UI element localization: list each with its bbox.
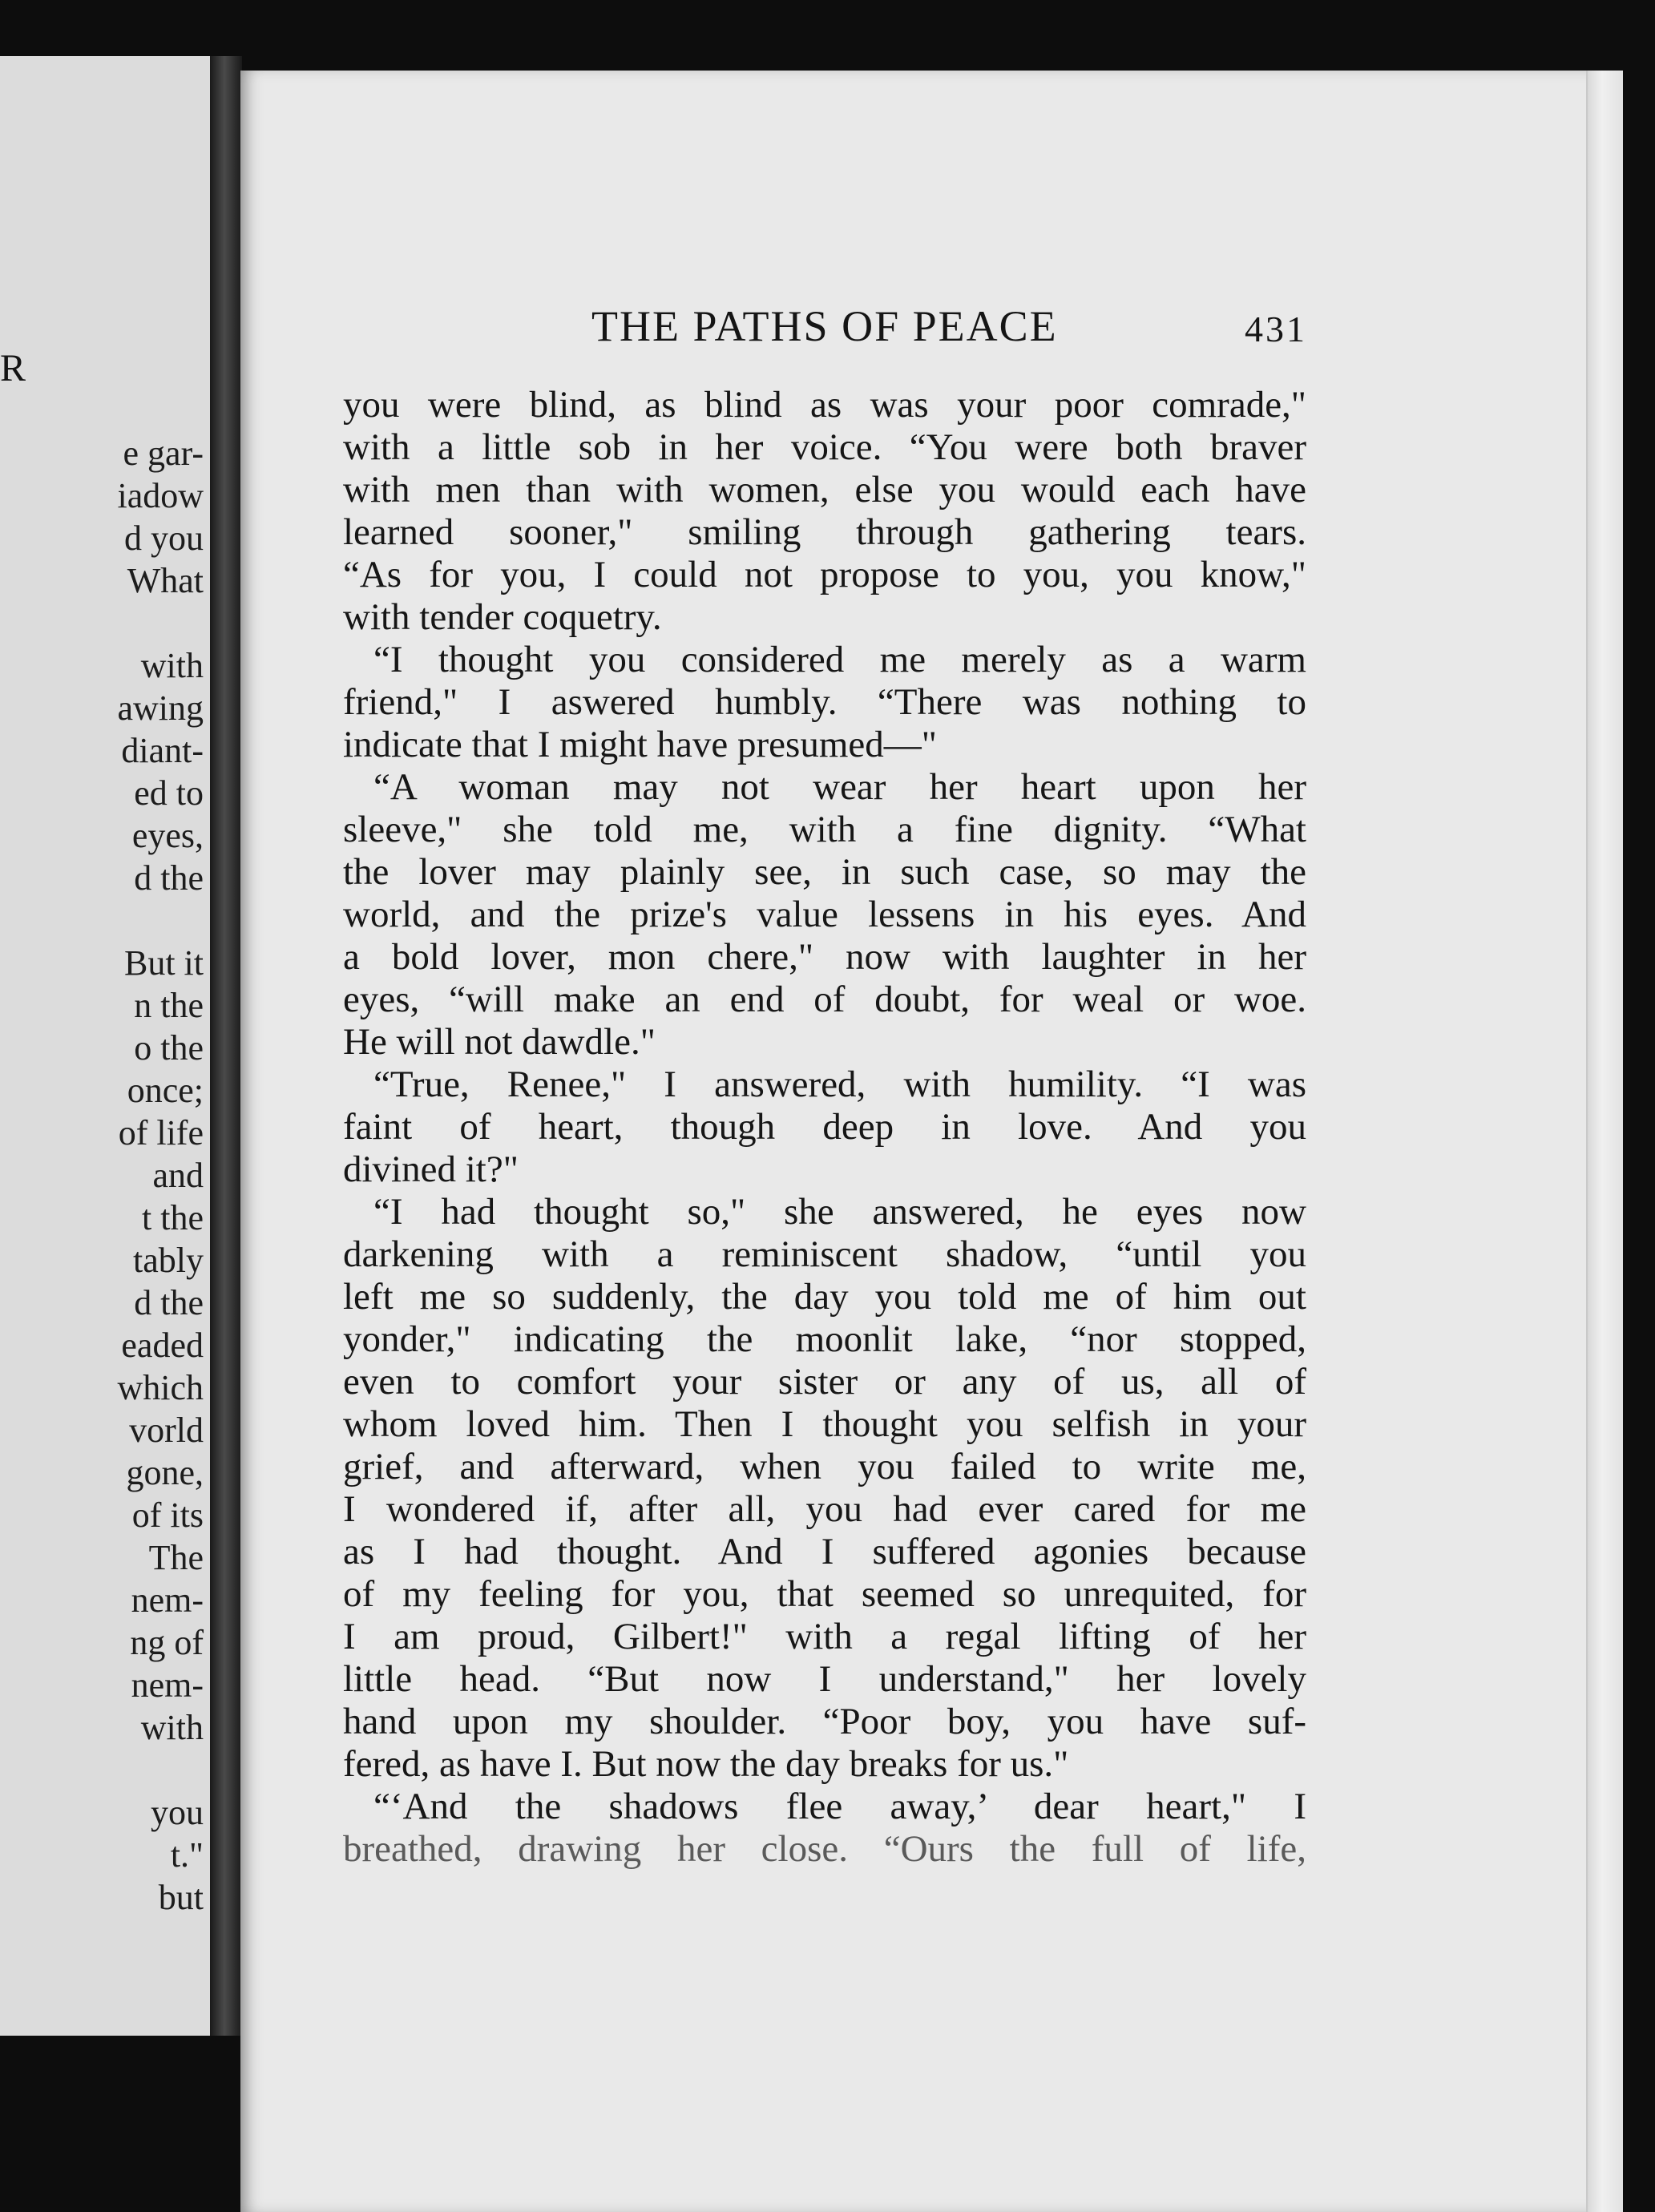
left-page-line: you [151,1793,204,1832]
left-page-line: What [127,561,204,600]
text-line: “A woman may not wear her heart upon her [373,766,1306,808]
right-page [240,71,1623,2212]
left-page-line: of its [131,1496,204,1535]
text-line: learned sooner," smiling through gathering tears. [343,511,1306,553]
text-line: even to comfort your sister or any of us, all of [343,1361,1306,1403]
text-line: the lover may plainly see, in such case, so may the [343,851,1306,893]
left-page-line: ed to [134,773,204,813]
left-page-line: d the [134,858,204,898]
text-line: breathed, drawing her close. “Ours the full of life, [343,1828,1306,1870]
left-page-line: nem- [131,1580,204,1620]
left-page-line: once; [127,1071,204,1110]
page-edge [1586,71,1623,2212]
text-line: a bold lover, mon chere," now with laughter in her [343,936,1306,978]
text-line: of my feeling for you, that seemed so unrequited, for [343,1573,1306,1615]
text-line: I wondered if, after all, you had ever cared for me [343,1488,1306,1530]
left-page-line: iadow [117,476,204,515]
text-line: faint of heart, though deep in love. And you [343,1106,1306,1148]
left-page-line: But it [123,943,204,983]
left-page-line: vorld [129,1411,204,1450]
left-page-line: but [158,1878,204,1917]
left-page-line: eaded [121,1326,204,1365]
text-line: darkening with a reminiscent shadow, “until you [343,1233,1306,1275]
text-line: world, and the prize's value lessens in his eyes. And [343,894,1306,935]
left-page-line: and [152,1156,204,1195]
text-line: sleeve," she told me, with a fine dignity. “What [343,809,1306,850]
left-page-line: of life [118,1113,204,1152]
running-head: THE PATHS OF PEACE [591,302,1058,350]
text-line: you were blind, as blind as was your poor comrade," [343,384,1306,426]
text-line: grief, and afterward, when you failed to write me, [343,1446,1306,1487]
book-gutter [210,56,242,2036]
text-line: with tender coquetry. [343,596,662,638]
page-number: 431 [1245,309,1307,349]
left-page-line: The [148,1538,204,1577]
text-line: with a little sob in her voice. “You were both braver [343,426,1306,468]
left-page-line: t the [142,1198,204,1237]
left-page-line: nem- [131,1665,204,1705]
left-page-line: o the [134,1028,204,1068]
text-line: indicate that I might have presumed—" [343,724,937,765]
text-line: with men than with women, else you would each have [343,469,1306,511]
text-line: fered, as have I. But now the day breaks for us." [343,1743,1069,1785]
left-facing-page [0,56,215,2036]
left-page-line: t." [170,1835,204,1875]
left-page-line: diant- [121,731,204,770]
left-page-running-head-fragment: R [0,347,26,390]
left-page-line: with [140,646,204,685]
text-line: “‘And the shadows flee away,’ dear heart," I [373,1786,1306,1827]
left-page-line: d you [124,519,204,558]
text-line: “True, Renee," I answered, with humility. “I was [373,1064,1306,1105]
text-line: “I had thought so," she answered, he eyes now [373,1191,1306,1233]
left-page-line: e gar- [123,434,204,473]
text-line: hand upon my shoulder. “Poor boy, you have suf- [343,1701,1306,1742]
left-page-line: tably [133,1241,204,1280]
text-line: friend," I aswered humbly. “There was nothing to [343,681,1306,723]
left-page-line: d the [134,1283,204,1322]
text-line: as I had thought. And I suffered agonies because [343,1531,1306,1572]
left-page-line: gone, [126,1453,204,1492]
left-page-line: eyes, [131,816,204,855]
text-line: He will not dawdle." [343,1021,656,1063]
left-page-line: awing [117,688,204,728]
text-line: whom loved him. Then I thought you selfish in your [343,1403,1306,1445]
text-line: little head. “But now I understand," her lovely [343,1658,1306,1700]
text-line: yonder," indicating the moonlit lake, “nor stopped, [343,1318,1306,1360]
text-line: divined it?" [343,1148,519,1190]
left-page-line: with [140,1708,204,1747]
left-page-line: which [117,1368,204,1407]
text-line: eyes, “will make an end of doubt, for weal or woe. [343,979,1306,1020]
left-page-line: ng of [130,1623,204,1662]
left-page-line: n the [134,986,204,1025]
text-line: “I thought you considered me merely as a warm [373,639,1306,680]
text-line: I am proud, Gilbert!" with a regal lifting of her [343,1616,1306,1657]
text-line: “As for you, I could not propose to you, you know," [343,554,1306,595]
text-line: left me so suddenly, the day you told me of him out [343,1276,1306,1318]
